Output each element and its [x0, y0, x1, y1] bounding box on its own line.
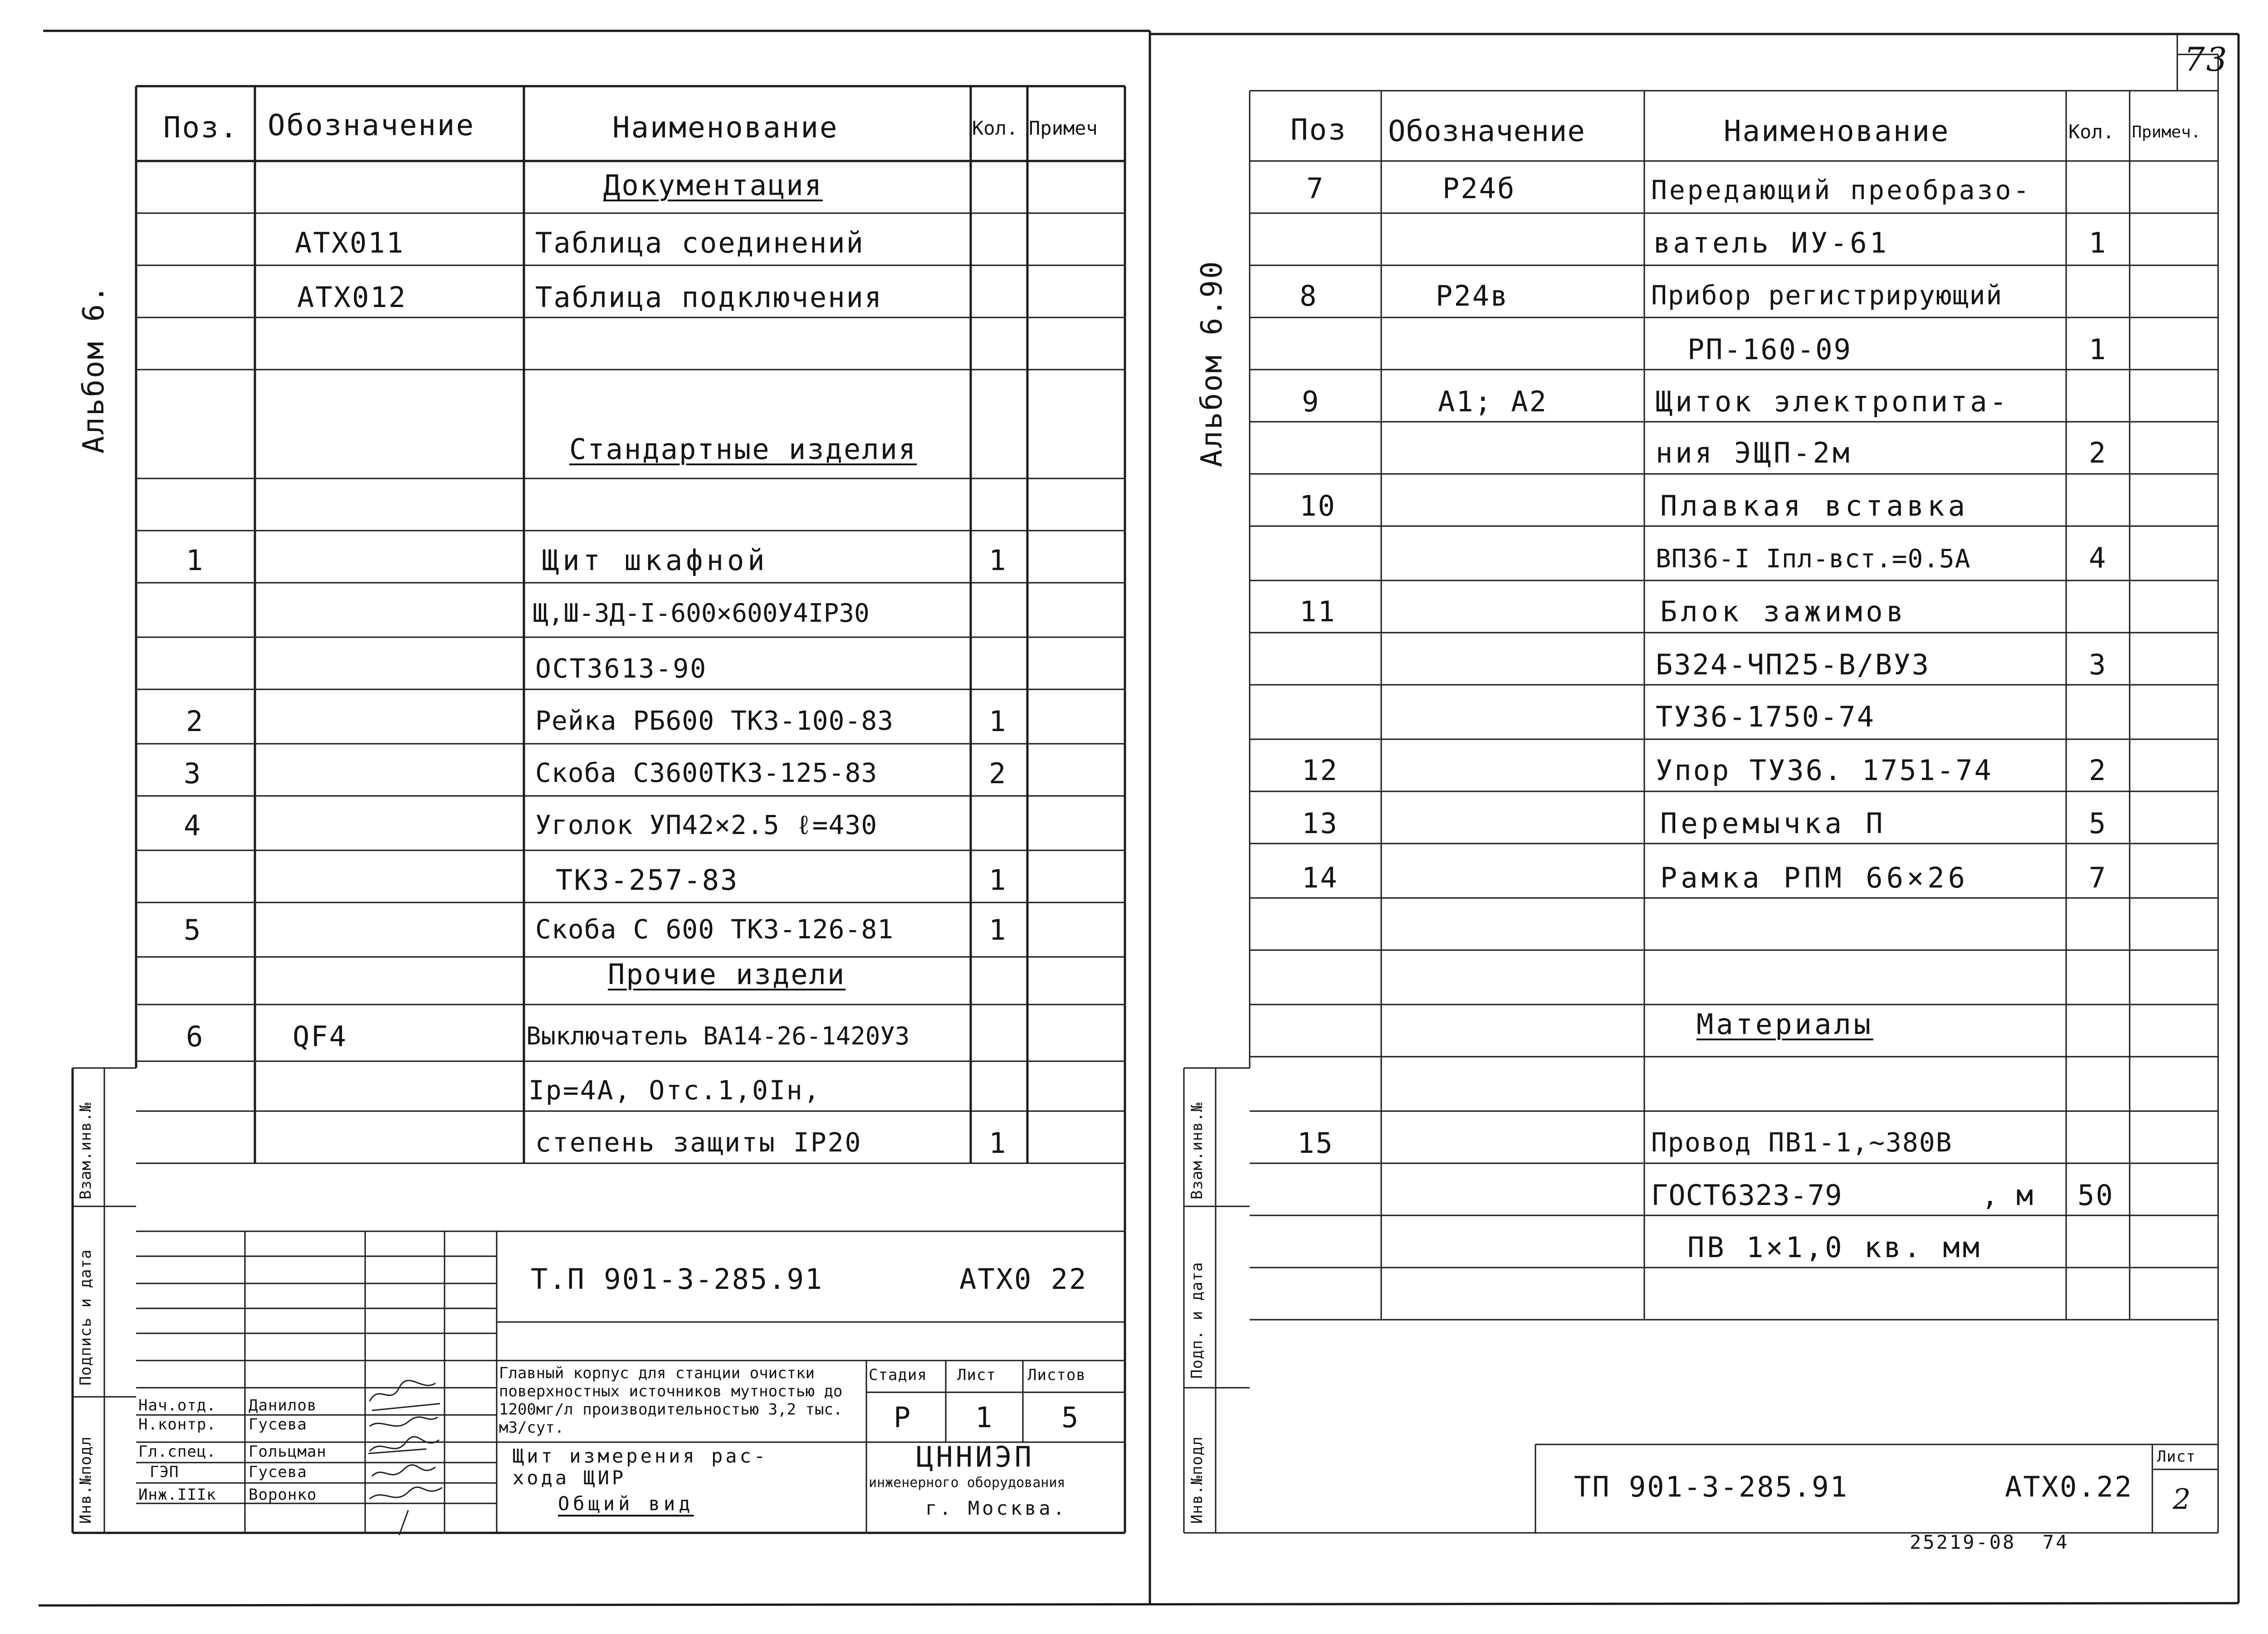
right-row-name: Рамка РПМ 66×26	[1660, 861, 1969, 894]
left-row-name: Документация	[603, 169, 823, 202]
right-doc-code: ТП 901-3-285.91	[1574, 1470, 1848, 1503]
right-row-pos: 15	[1297, 1127, 1334, 1160]
left-header-code: Обозначение	[268, 109, 475, 142]
left-header-qty: Кол.	[972, 117, 1018, 139]
person-name: Воронко	[249, 1486, 317, 1504]
person-name: Гусева	[249, 1415, 307, 1434]
person-name: Данилов	[249, 1396, 317, 1415]
left-row-name: Стандартные изделия	[569, 433, 917, 466]
left-row-code: QF4	[293, 1020, 347, 1053]
left-row-name: Скоба С 600 ТК3-126-81	[535, 914, 894, 945]
sheets-value: 5	[1061, 1401, 1080, 1434]
drawing-title-line-2: хода ЩИР	[513, 1467, 626, 1489]
project-description: Главный корпус для станции очистки поверхностных источников мутностью до 1200мг/л производительностью 3,2 тыс. м3/сут.	[499, 1364, 843, 1437]
right-header-pos: Поз	[1290, 113, 1347, 147]
right-row-name: ПВ 1×1,0 кв. мм	[1687, 1231, 1982, 1264]
right-row-pos: 7	[1306, 172, 1325, 205]
right-row-name: Передающий преобразо-	[1651, 175, 2032, 205]
left-row-qty: 2	[989, 757, 1007, 790]
left-row-qty: 1	[989, 705, 1007, 738]
right-row-qty: 50	[2077, 1179, 2114, 1212]
right-album-label: Альбом 6.90	[1195, 260, 1229, 467]
right-row-name: ватель ИУ-61	[1653, 226, 1889, 259]
right-row-qty: 7	[2089, 861, 2107, 894]
org-dept: инженерного оборудования	[869, 1475, 1066, 1491]
archive-number: 25219-08 74	[1910, 1531, 2069, 1553]
role-label: Инж.IIIк	[138, 1486, 216, 1504]
right-header-note: Примеч.	[2132, 123, 2201, 141]
left-row-name: ОСТ3613-90	[535, 653, 708, 684]
right-header-name: Наименование	[1724, 115, 1950, 148]
right-row-pos: 8	[1300, 279, 1318, 312]
left-row-name: Рейка РБ600 ТК3-100-83	[535, 705, 894, 736]
right-row-pos: 9	[1302, 385, 1320, 418]
right-row-name: Провод ПВ1-1,~380В	[1651, 1127, 1953, 1158]
right-row-name: Перемычка П	[1660, 807, 1887, 840]
right-sheet-code: АТХ0.22	[2005, 1470, 2133, 1503]
right-row-qty: 2	[2089, 754, 2107, 787]
left-row-qty: 1	[989, 544, 1007, 577]
right-row-qty: 1	[2089, 333, 2107, 366]
person-name: Гусева	[249, 1463, 307, 1481]
right-row-code: А1; А2	[1438, 385, 1548, 418]
sheet-label: Лист	[957, 1366, 996, 1384]
drawing-title-line-3: Общий вид	[558, 1493, 694, 1515]
left-row-code: АТХ012	[297, 281, 407, 314]
left-row-pos: 5	[184, 913, 202, 946]
right-row-name: ТУ36-1750-74	[1656, 700, 1875, 733]
right-row-name: Материалы	[1696, 1008, 1873, 1041]
left-row-pos: 3	[184, 757, 202, 790]
stage-value: Р	[894, 1401, 912, 1434]
left-row-code: АТХ011	[295, 226, 405, 259]
left-row-pos: 1	[186, 544, 205, 577]
right-sheet-value: 2	[2173, 1483, 2192, 1516]
right-row-name: ния ЭЩП-2м	[1656, 436, 1853, 469]
left-header-pos: Поз.	[163, 111, 239, 145]
drawing-title-line-1: Щит измерения рас-	[513, 1445, 768, 1467]
right-strip-sign: Подп. и дата	[1188, 1262, 1206, 1379]
left-row-pos: 4	[184, 809, 202, 842]
right-strip-repl: Взам.инв.№	[1188, 1102, 1206, 1200]
left-row-qty: 1	[989, 913, 1007, 946]
right-row-code: Р24в	[1436, 279, 1509, 312]
right-row-pos: 10	[1300, 489, 1336, 522]
left-header-note: Примеч	[1029, 117, 1098, 139]
left-row-name: Прочие издели	[608, 958, 846, 991]
right-row-qty: 5	[2089, 807, 2107, 840]
left-row-qty: 1	[989, 1127, 1007, 1160]
right-row-name: Блок зажимов	[1660, 595, 1907, 628]
left-sheet-code: АТХ0 22	[959, 1263, 1088, 1296]
left-row-name: Уголок УП42×2.5 ℓ=430	[535, 810, 878, 840]
left-row-name: Выключатель ВА14-26-1420У3	[526, 1022, 910, 1050]
right-row-name: Плавкая вставка	[1660, 489, 1969, 522]
right-row-name: Прибор регистрирующий	[1651, 280, 2003, 311]
role-label: ГЭП	[150, 1463, 179, 1481]
stage-label: Стадия	[869, 1366, 927, 1384]
sheet-value: 1	[975, 1401, 994, 1434]
right-row-qty: 3	[2089, 648, 2107, 681]
right-row-name: Упор ТУ36. 1751-74	[1656, 754, 1993, 787]
right-row-qty: 4	[2089, 541, 2107, 575]
org-name: ЦННИЭП	[916, 1440, 1034, 1473]
right-row-name: Щиток электропита-	[1656, 385, 2009, 418]
right-row-name: Б324-ЧП25-В/ВУ3	[1656, 648, 1930, 681]
right-sheet-label: Лист	[2157, 1448, 2196, 1466]
org-city: г. Москва.	[925, 1497, 1067, 1519]
left-header-name: Наименование	[612, 111, 839, 145]
page-number: 73	[2184, 40, 2229, 78]
right-header-qty: Кол.	[2068, 121, 2115, 143]
role-label: Нач.отд.	[138, 1396, 216, 1415]
left-strip-sign: Подпись и дата	[77, 1249, 95, 1385]
right-row-qty: 1	[2089, 226, 2107, 259]
left-doc-code: Т.П 901-3-285.91	[531, 1263, 824, 1296]
role-label: Гл.спец.	[138, 1443, 216, 1461]
left-album-label: Альбом 6.	[77, 284, 111, 454]
role-label: Н.контр.	[138, 1415, 216, 1434]
right-row-pos: 11	[1300, 595, 1336, 628]
right-row-pos: 14	[1302, 861, 1339, 894]
left-row-name: Iр=4А, Отс.1,0Iн,	[528, 1075, 821, 1106]
person-name: Гольцман	[249, 1443, 327, 1461]
right-strip-inv: Инв.№подл	[1188, 1436, 1206, 1524]
right-row-code: Р24б	[1442, 172, 1516, 205]
left-strip-repl: Взам.инв.№	[77, 1102, 95, 1200]
left-row-name: Таблица подключения	[535, 281, 883, 314]
right-row-pos: 13	[1302, 807, 1339, 840]
left-row-name: ТК3-257-83	[556, 863, 739, 897]
left-row-pos: 6	[186, 1020, 205, 1053]
left-row-name: Щ,Ш-3Д-I-600×600У4IР30	[533, 599, 870, 628]
left-row-name: Щит шкафной	[542, 544, 768, 577]
left-strip-inv: Инв.№подл	[77, 1436, 95, 1524]
right-row-name: РП-160-09	[1687, 333, 1852, 366]
left-row-qty: 1	[989, 863, 1007, 897]
right-row-name: ГОСТ6323-79 , м	[1651, 1179, 2034, 1212]
right-header-code: Обозначение	[1388, 115, 1585, 148]
right-row-name: ВП36-I Iпл-вст.=0.5А	[1656, 544, 1971, 574]
right-row-pos: 12	[1302, 754, 1339, 787]
left-row-pos: 2	[186, 705, 205, 738]
left-row-name: степень защиты IР20	[535, 1127, 862, 1158]
right-row-qty: 2	[2089, 436, 2107, 469]
sheets-label: Листов	[1027, 1366, 1086, 1384]
left-row-name: Таблица соединений	[535, 226, 865, 259]
left-row-name: Скоба С3600ТК3-125-83	[535, 757, 878, 788]
